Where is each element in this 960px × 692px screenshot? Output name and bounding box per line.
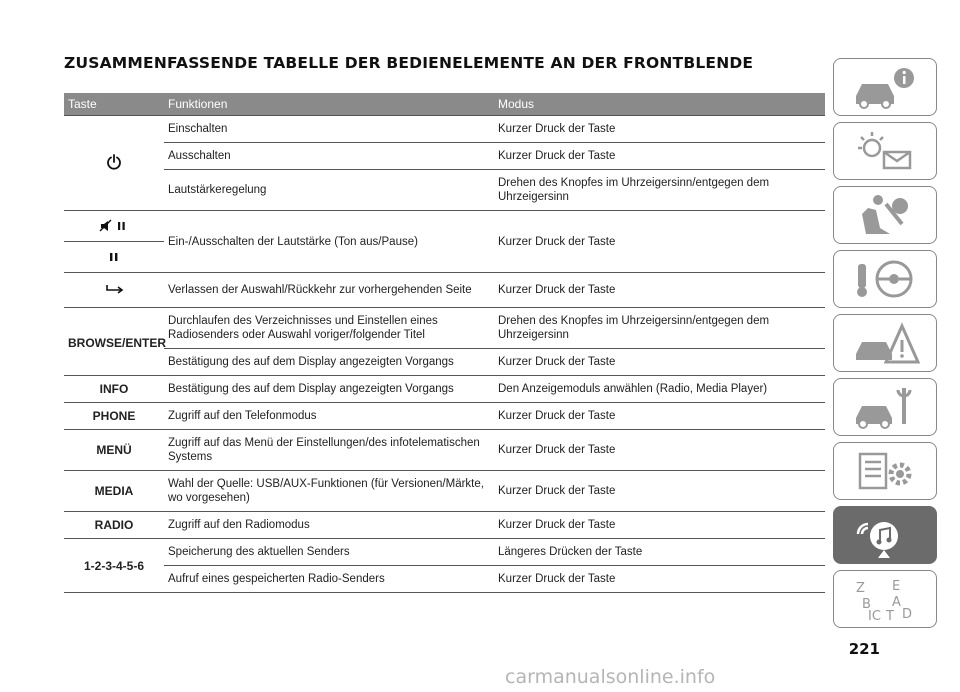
function-cell: Bestätigung des auf dem Display angezeigten Vorgangs: [164, 349, 494, 376]
watermark: carmanualsonline.info: [505, 666, 716, 688]
power-icon: [106, 154, 122, 170]
tab-safety[interactable]: [833, 186, 937, 244]
function-cell: Zugriff auf den Radiomodus: [164, 512, 494, 539]
table-row: [64, 376, 825, 403]
mode-cell: Kurzer Druck der Taste: [494, 403, 825, 430]
mode-cell: Kurzer Druck der Taste: [494, 116, 825, 143]
power-key-cell: [64, 116, 164, 211]
tab-index[interactable]: [833, 570, 937, 628]
table-row: [64, 539, 825, 566]
table-row: [64, 170, 825, 211]
table-row: [64, 116, 825, 143]
function-cell: Zugriff auf den Telefonmodus: [164, 403, 494, 430]
mode-cell: Drehen des Knopfes im Uhrzeigersinn/entgegen dem Uhrzeigersinn: [494, 308, 825, 349]
table-row: [64, 273, 825, 308]
function-cell: Verlassen der Auswahl/Rückkehr zur vorhergehenden Seite: [164, 273, 494, 308]
tab-multimedia[interactable]: [833, 506, 937, 564]
mode-cell: Den Anzeigemoduls anwählen (Radio, Media Player): [494, 376, 825, 403]
page-title: ZUSAMMENFASSENDE TABELLE DER BEDIENELEMENTE AN DER FRONTBLENDE: [64, 54, 754, 72]
car-service-icon: [848, 382, 922, 432]
mode-cell: Kurzer Druck der Taste: [494, 430, 825, 471]
mode-cell: Kurzer Druck der Taste: [494, 143, 825, 170]
key-cell: MENÜ: [64, 430, 164, 471]
chapter-sidebar: [833, 58, 939, 634]
pause-key-line: [64, 241, 164, 272]
key-cell: 1-2-3-4-5-6: [64, 539, 164, 593]
svg-text:T: T: [886, 609, 894, 624]
table-row: [64, 143, 825, 170]
table-row: [64, 403, 825, 430]
tab-car-info[interactable]: [833, 58, 937, 116]
controls-table: [64, 93, 825, 593]
index-letters-icon: [848, 574, 922, 624]
function-cell: Ein-/Ausschalten der Lautstärke (Ton aus/Pause): [164, 211, 494, 273]
breakdown-triangle-icon: [848, 318, 922, 368]
mute-pause-icon: [99, 219, 129, 233]
function-cell: Zugriff auf das Menü der Einstellungen/des infotelematischen Systems: [164, 430, 494, 471]
tab-emergency[interactable]: [833, 314, 937, 372]
mode-cell: Längeres Drücken der Taste: [494, 539, 825, 566]
pause-icon: [108, 251, 120, 263]
mute-key-cell: [64, 211, 164, 273]
key-cell: PHONE: [64, 403, 164, 430]
key-cell: INFO: [64, 376, 164, 403]
svg-text:A: A: [892, 595, 901, 610]
svg-text:D: D: [902, 607, 913, 622]
table-row: [64, 471, 825, 512]
key-cell: BROWSE/ENTER: [64, 308, 164, 376]
table-row: [64, 349, 825, 376]
mode-cell: Kurzer Druck der Taste: [494, 471, 825, 512]
tab-technical-data[interactable]: [833, 442, 937, 500]
svg-text:IC: IC: [868, 609, 881, 624]
function-cell: Bestätigung des auf dem Display angezeigten Vorgangs: [164, 376, 494, 403]
mode-cell: Kurzer Druck der Taste: [494, 566, 825, 593]
key-cell: MEDIA: [64, 471, 164, 512]
function-cell: Speicherung des aktuellen Senders: [164, 539, 494, 566]
airbag-seat-icon: [848, 190, 922, 240]
steering-key-icon: [848, 254, 922, 304]
mode-cell: Drehen des Knopfes im Uhrzeigersinn/entgegen dem Uhrzeigersinn: [494, 170, 825, 211]
car-info-icon: [848, 62, 922, 112]
key-cell: RADIO: [64, 512, 164, 539]
back-key-cell: [64, 273, 164, 308]
table-row: [64, 308, 825, 349]
header-key: Taste: [64, 93, 164, 116]
mode-cell: Kurzer Druck der Taste: [494, 211, 825, 273]
function-cell: Aufruf eines gespeicherten Radio-Senders: [164, 566, 494, 593]
svg-text:B: B: [862, 597, 871, 612]
tab-starting-driving[interactable]: [833, 250, 937, 308]
header-mode: Modus: [494, 93, 825, 116]
specs-gear-icon: [848, 446, 922, 496]
multimedia-icon: [848, 510, 922, 560]
header-function: Funktionen: [164, 93, 494, 116]
table-header-row: [64, 93, 825, 116]
tab-maintenance[interactable]: [833, 378, 937, 436]
function-cell: Lautstärkeregelung: [164, 170, 494, 211]
mode-cell: Kurzer Druck der Taste: [494, 349, 825, 376]
function-cell: Wahl der Quelle: USB/AUX-Funktionen (für Versionen/Märkte, wo vorgesehen): [164, 471, 494, 512]
tab-warning-lights[interactable]: [833, 122, 937, 180]
svg-text:Z: Z: [856, 581, 865, 596]
mode-cell: Kurzer Druck der Taste: [494, 273, 825, 308]
mode-cell: Kurzer Druck der Taste: [494, 512, 825, 539]
warning-lights-icon: [848, 126, 922, 176]
table-row: [64, 430, 825, 471]
mute-key-line: [64, 211, 164, 241]
function-cell: Durchlaufen des Verzeichnisses und Einstellen eines Radiosenders oder Auswahl voriger/folgender Titel: [164, 308, 494, 349]
function-cell: Einschalten: [164, 116, 494, 143]
table-row: [64, 512, 825, 539]
svg-text:E: E: [892, 579, 901, 594]
back-arrow-icon: [104, 283, 124, 295]
table-row: [64, 211, 825, 273]
page-number: 221: [848, 640, 880, 658]
function-cell: Ausschalten: [164, 143, 494, 170]
table-row: [64, 566, 825, 593]
